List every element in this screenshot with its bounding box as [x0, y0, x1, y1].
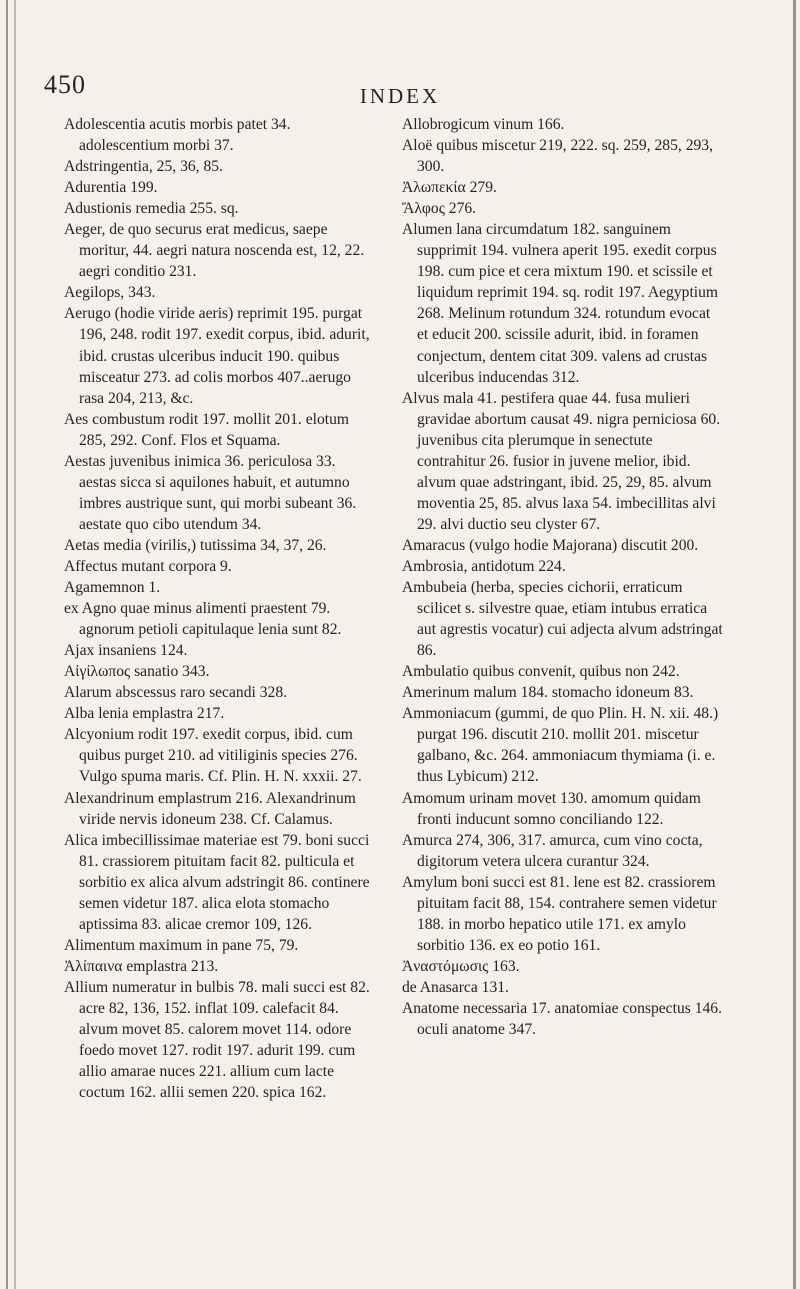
index-entry: Alba lenia emplastra 217.: [64, 705, 225, 723]
binding-edge: [6, 0, 8, 1289]
index-column-right: [402, 114, 724, 1040]
index-entry: Adolescentia acutis morbis patet 34. adolescentium morbi 37.: [64, 116, 291, 155]
index-entry: Alexandrinum emplastrum 216. Alexandrinum viride nervis idoneum 238. Cf. Calamus.: [64, 789, 356, 828]
index-entry: Ammoniacum (gummi, de quo Plin. H. N. xii. 48.) purgat 196. discutit 210. mollit 201. miscetur galbano, &c. 264. ammoniacum thymiama (i. e. thus Lybicum) 212.: [402, 705, 719, 786]
index-entry: Alcyonium rodit 197. exedit corpus, ibid. cum quibus purget 210. ad vitiliginis species 276. Vulgo spuma maris. Cf. Plin. H. N. xxxii. 27.: [64, 726, 362, 786]
index-entry: Adurentia 199.: [64, 179, 158, 197]
index-entry: Aerugo (hodie viride aeris) reprimit 195. purgat 196, 248. rodit 197. exedit corpus, ibid. adurit, ibid. crustas ulceribus inducit 190. quibus misceatur 273. ad colis morbos 407..aerugo rasa 204, 213, &c.: [64, 305, 370, 407]
index-entry: Anatome necessaria 17. anatomiae conspectus 146. oculi anatome 347.: [402, 999, 722, 1039]
page-number: 450: [44, 70, 86, 99]
index-entry: Aestas juvenibus inimica 36. periculosa 33. aestas sicca si aquilones habuit, et autumno imbres austrique sunt, qui morbi subeant 36. aestate quo cibo utendum 34.: [64, 452, 357, 533]
index-entry: Aes combustum rodit 197. mollit 201. elotum 285, 292. Conf. Flos et Squama.: [64, 410, 350, 449]
index-entry: Aeger, de quo securus erat medicus, saepe moritur, 44. aegri natura noscenda est, 12, 22. aegri conditio 231.: [64, 221, 365, 281]
index-entry: Alimentum maximum in pane 75, 79.: [64, 936, 299, 954]
index-entry: Adustionis remedia 255. sq.: [64, 200, 239, 218]
index-entry: Ἀλωπεκία 279.: [402, 179, 497, 197]
index-entry: Ambrosia, antidotum 224.: [402, 557, 566, 575]
index-entry: Agamemnon 1.: [64, 579, 161, 597]
index-entry: ex Agno quae minus alimenti praestent 79. agnorum petioli capitulaque lenia sunt 82.: [64, 600, 342, 639]
running-header: INDEX: [359, 84, 441, 108]
index-entry: Αἰγίλωπος sanatio 343.: [64, 663, 210, 681]
index-entry: Allobrogicum vinum 166.: [402, 116, 565, 133]
index-entry: Alvus mala 41. pestifera quae 44. fusa mulieri gravidae abortum causat 49. nigra perniciosa 60. juvenibus cita plerumque in senectute contrahitur 26. fusior in juvene melior, ibid. alvum quae adstringant, ibid. 25, 29, 85. alvum moventia 25, 85. alvus laxa 54. imbecillitas alvi 29. alvi ductio seu clyster 67.: [402, 389, 721, 533]
index-entry: de Anasarca 131.: [402, 978, 509, 996]
index-entry: Alarum abscessus raro secandi 328.: [64, 684, 288, 702]
index-entry: Ἀλίπαινα emplastra 213.: [64, 957, 219, 975]
index-entry: Ambubeia (herba, species cichorii, erraticum scilicet s. silvestre quae, etiam intubus erratica aut agrestis vocatur) cui adjecta alvum adstringat 86.: [402, 579, 723, 660]
binding-edge-shadow: [14, 0, 16, 1289]
index-entry: Amaracus (vulgo hodie Majorana) discutit 200.: [402, 536, 699, 554]
index-entry: Ambulatio quibus convenit, quibus non 242.: [402, 663, 680, 681]
index-entry: Ἄλφος 276.: [402, 200, 477, 218]
index-entry: Affectus mutant corpora 9.: [64, 557, 232, 575]
index-entry: Aegilops, 343.: [64, 284, 156, 302]
index-entry: Amurca 274, 306, 317. amurca, cum vino cocta, digitorum vetera ulcera curantur 324.: [402, 831, 703, 870]
index-entry: Amylum boni succi est 81. lene est 82. crassiorem pituitam facit 88, 154. contrahere semen videtur 188. in morbo hepatico utile 171. ex amylo sorbitio 136. ex eo potio 161.: [402, 873, 717, 954]
index-entry: Amerinum malum 184. stomacho idoneum 83.: [402, 684, 694, 702]
index-entry: Alumen lana circumdatum 182. sanguinem supprimit 194. vulnera aperit 195. exedit corpus 198. cum pice et cera mixtum 190. et scissile et liquidum reprimit 194. sq. rodit 197. Aegyptium 268. Melinum rotundum 324. rotundum evocat et educit 200. scissile adurit, ibid. in foramen conjectum, dentem citat 309. valens ad crustas ulceribus inducendas 312.: [402, 221, 719, 386]
page-edge: [793, 0, 796, 1289]
index-entry: Adstringentia, 25, 36, 85.: [64, 158, 223, 176]
index-column-left: [64, 114, 376, 1103]
index-entry: Allium numeratur in bulbis 78. mali succi est 82. acre 82, 136, 152. inflat 109. calefacit 84. alvum movet 85. calorem movet 114. odore foedo movet 127. rodit 197. adurit 199. cum allio amarae nuces 221. allium cum lacte coctum 162. allii semen 220. spica 162.: [64, 978, 370, 1102]
index-entry: Aetas media (virilis,) tutissima 34, 37, 26.: [64, 536, 327, 554]
index-entry: Aloë quibus miscetur 219, 222. sq. 259, 285, 293, 300.: [402, 137, 713, 176]
index-entry: Ἀναστόμωσις 163.: [402, 957, 520, 975]
index-entry: Ajax insaniens 124.: [64, 642, 188, 660]
index-entry: Alica imbecillissimae materiae est 79. boni succi 81. crassiorem pituitam facit 82. pulticula et sorbitio ex alica alvum adstringit 86. continere semen videtur 187. alica elota stomacho aptissima 83. alicae cremor 109, 126.: [64, 831, 370, 933]
index-entry: Amomum urinam movet 130. amomum quidam fronti inducunt somno conciliando 122.: [402, 789, 701, 828]
